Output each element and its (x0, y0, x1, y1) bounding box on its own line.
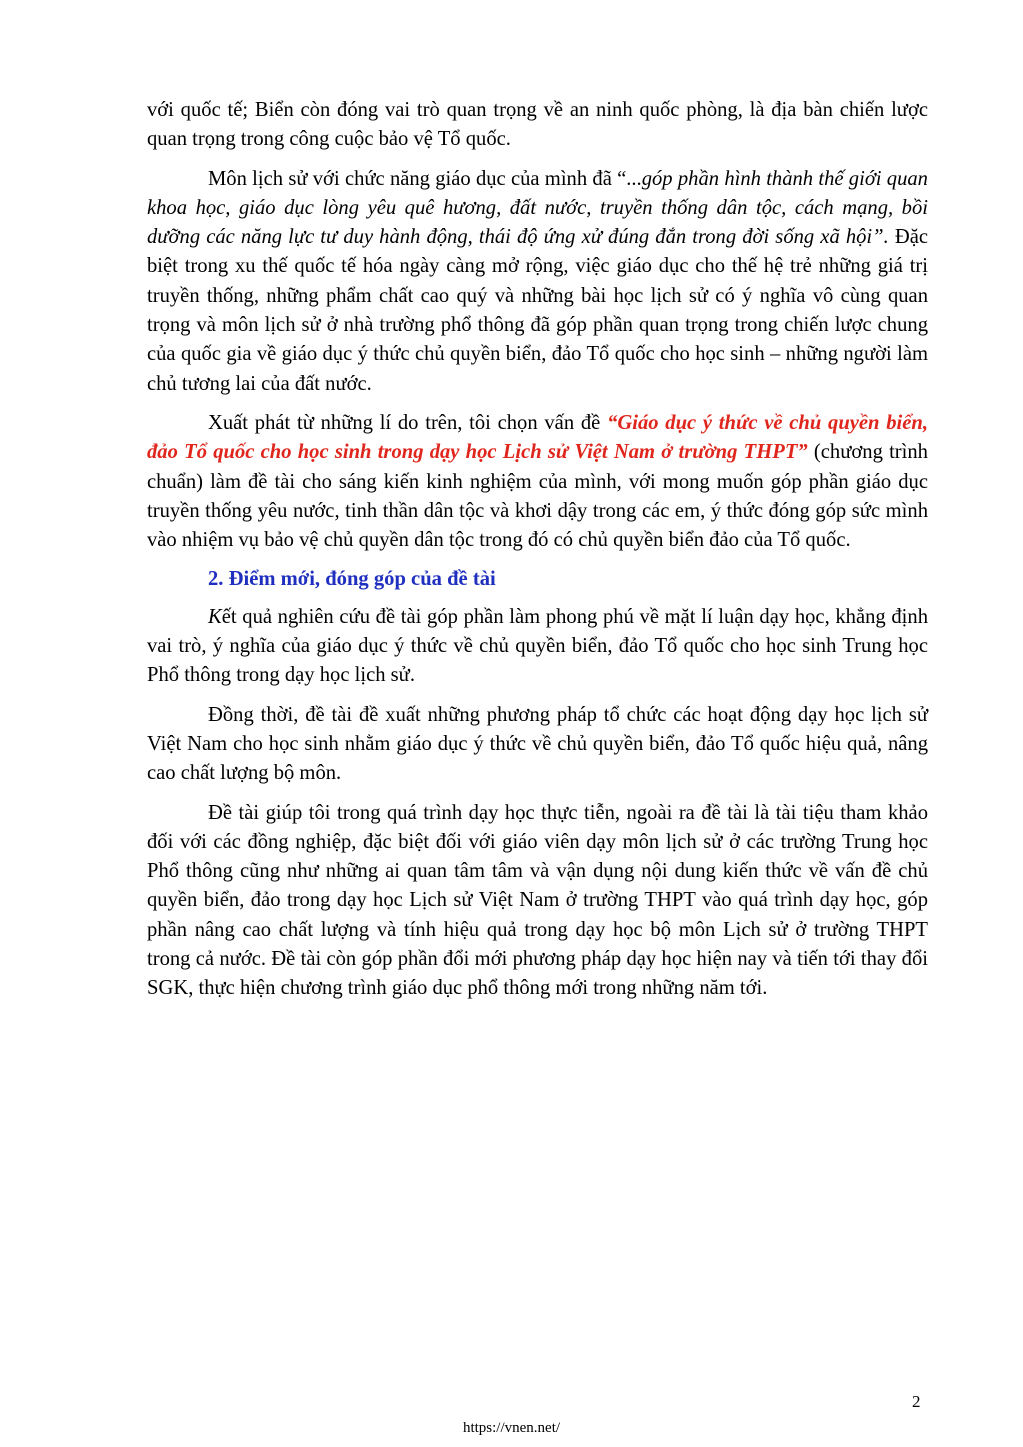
drop-letter: K (208, 605, 222, 628)
paragraph-text: Môn lịch sử với chức năng giáo dục của mình đã “... (208, 167, 642, 190)
page-number: 2 (912, 1392, 921, 1411)
paragraph-text: (chương trình chuẩn) làm đề tài cho sáng kiến kinh nghiệm của mình, với mong muốn góp phần giáo dục truyền thống yêu nước, tinh thần dân tộc và khơi dậy trong các em, ý thức đóng góp sức mình vào nhiệm vụ bảo vệ chủ quyền dân tộc trong đó có chủ quyền biển đảo của Tổ quốc. (147, 441, 928, 552)
paragraph-history-role (147, 165, 928, 399)
paragraph-continuation: với quốc tế; Biển còn đóng vai trò quan trọng về an ninh quốc phòng, là địa bàn chiến lược quan trọng trong công cuộc bảo vệ Tổ quốc. (147, 99, 928, 151)
section-heading: 2. Điểm mới, đóng góp của đề tài (208, 568, 496, 591)
topic-title: “Giáo dục ý thức về chủ quyền biển, đảo Tổ quốc cho học sinh trong dạy học Lịch sử Việt Nam ở trường THPT” (147, 411, 929, 464)
paragraph-text: Xuất phát từ những lí do trên, tôi chọn vấn đề (208, 411, 608, 434)
footer-link[interactable]: https://vnen.net/ (462, 1420, 561, 1436)
paragraph-methods: Đồng thời, đề tài đề xuất những phương pháp tổ chức các hoạt động dạy học lịch sử Việt Nam cho học sinh nhằm giáo dục ý thức về chủ quyền biển, đảo Tổ quốc hiệu quả, nâng cao chất lượng bộ môn. (147, 703, 928, 785)
paragraph-contribution: Đề tài giúp tôi trong quá trình dạy học thực tiễn, ngoài ra đề tài là tài tiệu tham khảo đối với các đồng nghiệp, đặc biệt đối với giáo viên dạy môn lịch sử ở các trường Trung học Phổ thông cũng như những ai quan tâm tâm và vận dụng nội dung kiến thức về vấn đề chủ quyền biển, đảo trong dạy học Lịch sử Việt Nam ở trường THPT vào quá trình dạy học, góp phần nâng cao chất lượng và tính hiệu quả trong dạy học bộ môn Lịch sử ở trường THPT trong cả nước. Đề tài còn góp phần đổi mới phương pháp dạy học hiện nay và tiến tới thay đổi SGK, thực hiện chương trình giáo dục phổ thông mới trong những năm tới. (147, 801, 928, 1000)
italic-quote: góp phần hình thành thế giới quan khoa học, giáo dục lòng yêu quê hương, đất nước, truyền thống dân tộc, cách mạng, bồi dưỡng các năng lực tư duy hành động, thái độ ứng xử đúng đắn trong đời sống xã hội”. (147, 167, 928, 249)
paragraph-text: ết quả nghiên cứu đề tài góp phần làm phong phú về mặt lí luận dạy học, khẳng định vai trò, ý nghĩa của giáo dục ý thức về chủ quyền biển, đảo Tổ quốc cho học sinh Trung học Phổ thông trong dạy học lịch sử. (147, 605, 928, 687)
paragraph-text: Đặc biệt trong xu thế quốc tế hóa ngày càng mở rộng, việc giáo dục cho thế hệ trẻ những giá trị truyền thống, những phẩm chất cao quý và những bài học lịch sử có ý nghĩa vô cùng quan trọng và môn lịch sử ở nhà trường phổ thông đã góp phần quan trọng trong chiến lược chung của quốc gia về giáo dục ý thức chủ quyền biển, đảo Tổ quốc cho học sinh – những người làm chủ tương lai của đất nước. (147, 226, 928, 395)
paragraph-topic-choice (147, 409, 928, 555)
document-body (147, 96, 928, 1014)
paragraph-research-results (147, 603, 928, 691)
